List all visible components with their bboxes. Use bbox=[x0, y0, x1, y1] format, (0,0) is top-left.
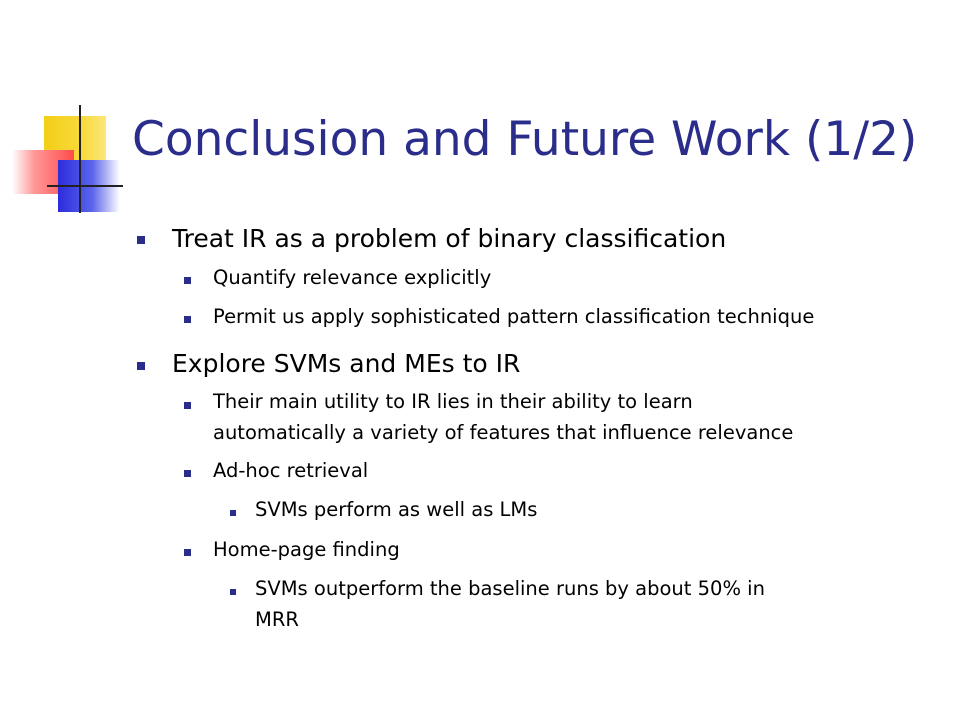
decor-vertical-line bbox=[79, 105, 81, 213]
sub-sub-bullet-outperform-line1: SVMs outperform the baseline runs by about 50% in bbox=[255, 577, 765, 600]
sub-bullet-utility-line1: Their main utility to IR lies in their ability to learn bbox=[213, 390, 693, 413]
sub-bullet-adhoc: Ad-hoc retrieval bbox=[213, 459, 369, 482]
sub-bullet-permit: Permit us apply sophisticated pattern classification technique bbox=[213, 305, 815, 328]
bullet-marker bbox=[137, 362, 145, 370]
sub-bullet-quantify: Quantify relevance explicitly bbox=[213, 266, 492, 289]
sub-sub-bullet-svms-perform: SVMs perform as well as LMs bbox=[255, 498, 538, 521]
bullet-marker bbox=[230, 589, 236, 595]
sub-sub-bullet-outperform-line2: MRR bbox=[255, 608, 299, 631]
bullet-marker bbox=[184, 277, 191, 284]
bullet-marker bbox=[230, 510, 236, 516]
bullet-marker bbox=[184, 470, 191, 477]
sub-bullet-utility-line2: automatically a variety of features that influence relevance bbox=[213, 421, 794, 444]
bullet-marker bbox=[184, 549, 191, 556]
bullet-treat-ir: Treat IR as a problem of binary classification bbox=[172, 224, 727, 253]
bullet-marker bbox=[184, 316, 191, 323]
bullet-marker bbox=[137, 236, 145, 244]
sub-bullet-homepage: Home-page finding bbox=[213, 538, 400, 561]
bullet-marker bbox=[184, 402, 191, 409]
decor-horizontal-line bbox=[47, 185, 123, 187]
slide-title: Conclusion and Future Work (1/2) bbox=[132, 112, 918, 167]
bullet-explore: Explore SVMs and MEs to IR bbox=[172, 349, 521, 378]
